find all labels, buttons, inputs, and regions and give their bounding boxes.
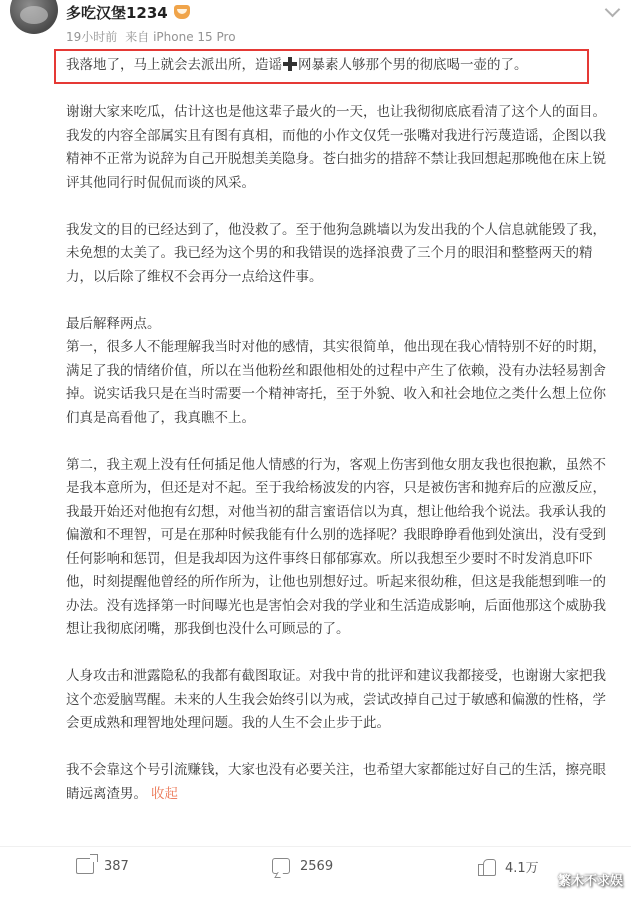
post-header	[0, 0, 631, 48]
like-count: 4.1万	[505, 860, 539, 876]
chevron-down-icon[interactable]	[605, 2, 621, 18]
post-body	[66, 54, 614, 830]
action-bar	[0, 846, 631, 886]
paragraph-4: 第一，很多人不能理解我当时对他的感情，其实很简单，他出现在我心情特别不好的时期，满足了我的情绪价值，所以在当他粉丝和跟他相处的过程中产生了依赖，没有办法轻易割舍掉。说实话我只是在当时需要一个精神寄托，至于外貌、收入和社会地位之类什么想上位你们真是高看他了，我真瞧不上。	[66, 339, 606, 426]
username-text[interactable]: 多吃汉堡1234	[66, 4, 168, 22]
paragraph-6: 人身攻击和泄露隐私的我都有截图取证。对我中肯的批评和建议我都接受，也谢谢大家把我这个恋爱脑骂醒。未来的人生我会始终引以为戒，尝试改掉自己过于敏感和偏激的性格，学会更成熟和理智地处理问题。我的人生不会止步于此。	[66, 668, 606, 731]
post-source: 来自 iPhone 15 Pro	[125, 30, 236, 44]
post-time: 19小时前	[66, 30, 118, 44]
avatar[interactable]	[10, 0, 58, 34]
paragraph-7	[66, 759, 614, 806]
comment-button[interactable]	[272, 855, 333, 877]
highlighted-paragraph	[66, 54, 614, 78]
paragraph-1: 谢谢大家来吃瓜，估计这也是他这辈子最火的一天，也让我彻彻底底看清了这个人的面目。我发的内容全部属实且有图有真相，而他的小作文仅凭一张嘴对我进行污蔑造谣，企图以我精神不正常为说辞为自己开脱想美美隐身。苍白拙劣的措辞不禁让我回想起那晚他在床上锐评其他同行时侃侃而谈的风采。	[66, 104, 606, 191]
thumbs-up-icon	[478, 858, 495, 874]
comment-count: 2569	[300, 858, 334, 874]
post-meta	[66, 28, 236, 45]
cross-emoji-icon	[283, 57, 297, 71]
like-button[interactable]	[478, 855, 539, 877]
paragraph-5: 第二，我主观上没有任何插足他人情感的行为，客观上伤害到他女朋友我也很抱歉，虽然不是我本意所为，但还是对不起。至于我给杨波发的内容，只是被伤害和抛弃后的应激反应，我最开始还对他抱有幻想，对他当初的甜言蜜语信以为真，想让他给我个说法。我承认我的偏激和不理智，可是在那种时候我能有什么别的选择呢？我眼睁睁看他到处演出，没有受到任何影响和惩罚，但是我却因为这件事终日郁郁寡欢。所以我想至少要时不时发消息吓吓他，时刻提醒他曾经的所作所为，让他也别想好过。听起来很幼稚，但这是我能想到唯一的办法。没有选择第一时间曝光也是害怕会对我的学业和生活造成影响，后面他那这个威胁我想让我彻底闭嘴，那我倒也没什么可顾忌的了。	[66, 456, 606, 637]
paragraph-3: 最后解释两点。	[66, 315, 161, 332]
highlight-text-end: 网暴素人够那个男的彻底喝一壶的了。	[298, 57, 528, 73]
paragraph-7-text: 我不会靠这个号引流赚钱，大家也没有必要关注，也希望大家都能过好自己的生活，擦亮眼睛远离渣男。	[66, 762, 606, 802]
username[interactable]	[66, 2, 190, 23]
comment-icon	[272, 858, 290, 874]
highlight-text-start: 我落地了，马上就会去派出所，造谣	[66, 57, 282, 73]
paragraph-2: 我发文的目的已经达到了，他没救了。至于他狗急跳墙以为发出我的个人信息就能毁了我，未免想的太美了。我已经为这个男的和我错误的选择浪费了三个月的眼泪和整整两天的精力，以后除了维权不会再分一点给这件事。	[66, 221, 606, 285]
repost-icon	[76, 858, 94, 874]
repost-button[interactable]	[76, 855, 129, 877]
watermark: 繁木不求娱	[557, 874, 623, 889]
collapse-link[interactable]: 收起	[151, 785, 178, 802]
repost-count: 387	[104, 858, 129, 874]
vip-badge-icon	[174, 5, 190, 19]
